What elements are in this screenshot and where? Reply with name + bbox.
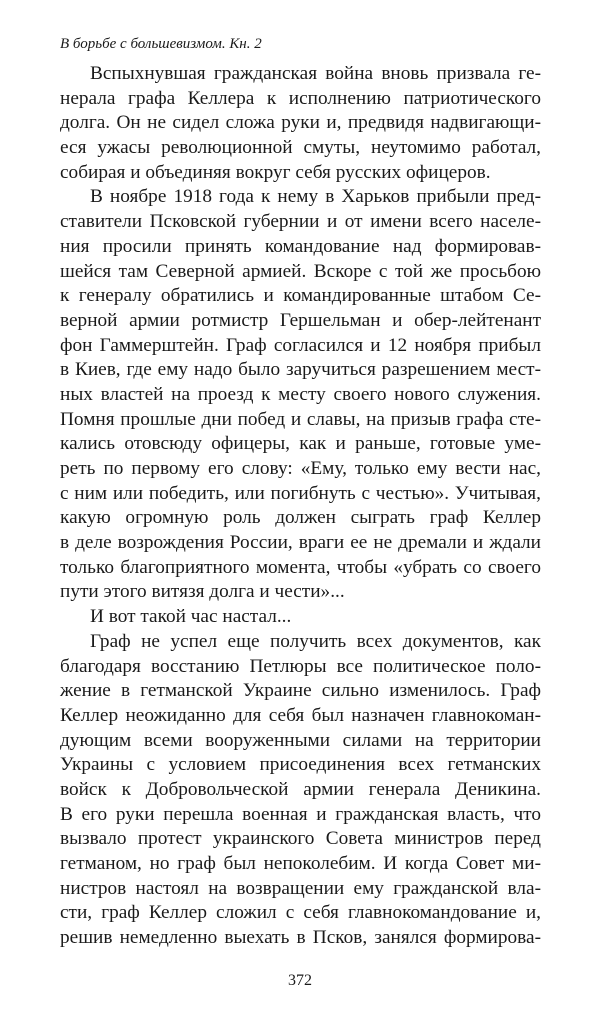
text-line: В ноябре 1918 года к нему в Харьков прибыли пред-: [90, 186, 541, 208]
text-line: нистров настоял на возвращении ему гражданской вла-: [60, 877, 541, 899]
paragraph: [60, 630, 541, 951]
text-line: шейся там Северной армией. Вскоре с той же просьбою: [60, 260, 541, 282]
text-line: только благоприятного момента, чтобы «убрать со своего: [60, 556, 541, 578]
text-line: нерала графа Келлера к исполнению патриотического: [60, 87, 541, 109]
text-line: какую огромную роль должен сыграть граф Келлер: [60, 507, 541, 529]
text-line: с ним или победить, или погибнуть с честью». Учитывая,: [60, 482, 541, 504]
text-line: Украины с условием присоединения всех гетманских: [60, 754, 541, 776]
text-line: долга. Он не сидел сложа руки и, предвидя надвигающи-: [60, 112, 541, 134]
text-line: дующим всеми вооруженными силами на территории: [60, 729, 541, 751]
text-line: в деле возрождения России, враги ее не дремали и ждали: [60, 532, 541, 554]
running-head: В борьбе с большевизмом. Кн. 2: [60, 36, 262, 52]
text-line: гетманом, но граф был непоколебим. И когда Совет ми-: [60, 853, 541, 874]
text-line: Граф не успел еще получить всех документов, как: [90, 630, 541, 652]
paragraph: [60, 62, 541, 185]
text-line: ния просили принять командование над формировав-: [60, 235, 541, 257]
page-number: 372: [288, 972, 312, 989]
text-line: вызвало протест украинского Совета министров перед: [60, 828, 541, 850]
text-line: ставители Псковской губернии и от имени всего населе-: [60, 211, 541, 233]
text-line: фон Гаммерштейн. Граф согласился и 12 ноября прибыл: [60, 334, 541, 356]
text-line: сти, граф Келлер сложил с себя главнокомандование и,: [60, 902, 541, 924]
text-line: кались отовсюду офицеры, как и раньше, готовые уме-: [60, 433, 541, 455]
text-line: Келлер неожиданно для себя был назначен главнокоман-: [60, 704, 541, 726]
paragraph: [60, 185, 541, 605]
text-line: войск к Добровольческой армии генерала Деникина.: [60, 778, 541, 800]
text-line: в Киев, где ему надо было заручиться разрешением мест-: [60, 359, 541, 381]
text-line: благодаря восстанию Петлюры все политическое поло-: [60, 655, 541, 677]
text-line: еся ужасы революционной смуты, неутомимо работал,: [60, 137, 541, 159]
text-line: В его руки перешла военная и гражданская власть, что: [60, 803, 541, 825]
text-line: реть по первому его слову: «Ему, только ему вести нас,: [60, 458, 541, 479]
body-text: [60, 62, 541, 951]
text-line: Вспыхнувшая гражданская война вновь призвала ге-: [90, 63, 541, 84]
text-line: к генералу обратились и командированные штабом Се-: [60, 285, 541, 307]
text-line: собирая и объединяя вокруг себя русских офицеров.: [60, 161, 491, 183]
text-line: решив немедленно выехать в Псков, занялся формирова-: [60, 927, 541, 949]
text-line: верной армии ротмистр Гершельман и обер-лейтенант: [60, 309, 541, 331]
text-line: И вот такой час настал...: [90, 606, 292, 628]
text-line: ных властей на проезд к месту своего нового служения.: [60, 383, 541, 405]
paragraph: [60, 605, 541, 630]
text-line: жение в гетманской Украине сильно изменилось. Граф: [60, 680, 541, 702]
text-line: пути этого витязя долга и чести»...: [60, 581, 345, 603]
text-line: Помня прошлые дни побед и славы, на призыв графа сте-: [60, 408, 541, 430]
